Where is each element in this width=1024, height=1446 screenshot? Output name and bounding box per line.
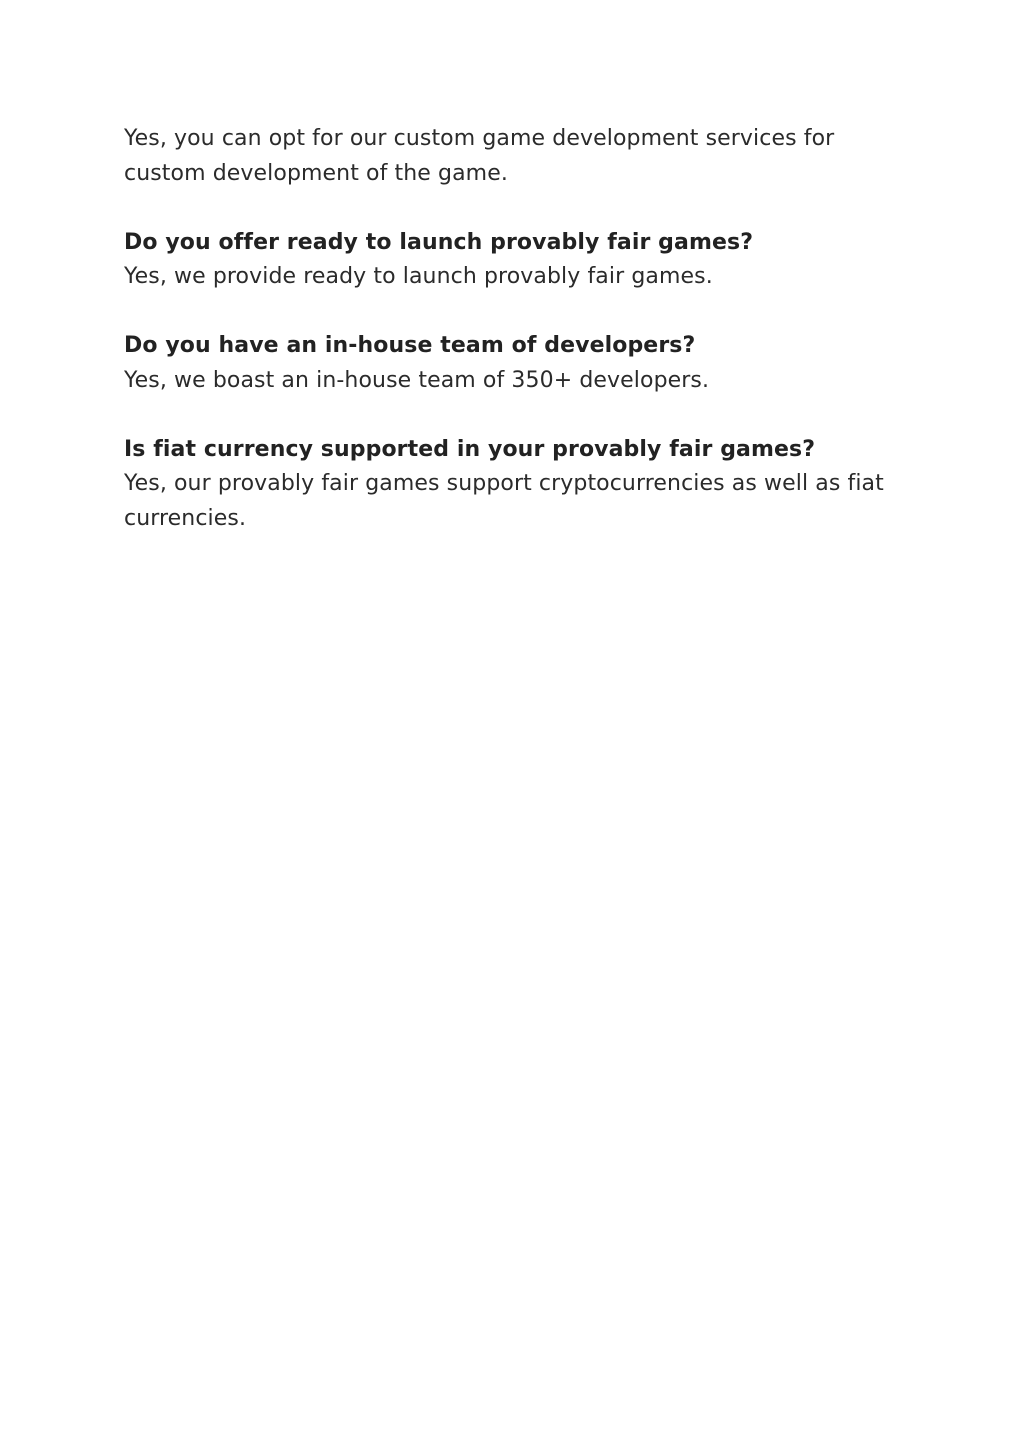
faq-answer: Yes, our provably fair games support cryptocurrencies as well as fiat currencies. (124, 471, 884, 531)
document-body (124, 122, 914, 536)
faq-item (124, 329, 914, 398)
faq-answer: Yes, we provide ready to launch provably fair games. (124, 264, 713, 289)
intro-paragraph: Yes, you can opt for our custom game development services for custom development of the game. (124, 126, 835, 186)
faq-question: Is fiat currency supported in your provably fair games? (124, 436, 816, 462)
faq-question: Do you offer ready to launch provably fair games? (124, 229, 754, 255)
faq-question: Do you have an in-house team of developers? (124, 333, 696, 358)
faq-answer: Yes, we boast an in-house team of 350+ developers. (124, 367, 710, 393)
faq-item (124, 226, 914, 295)
faq-item (124, 433, 914, 537)
